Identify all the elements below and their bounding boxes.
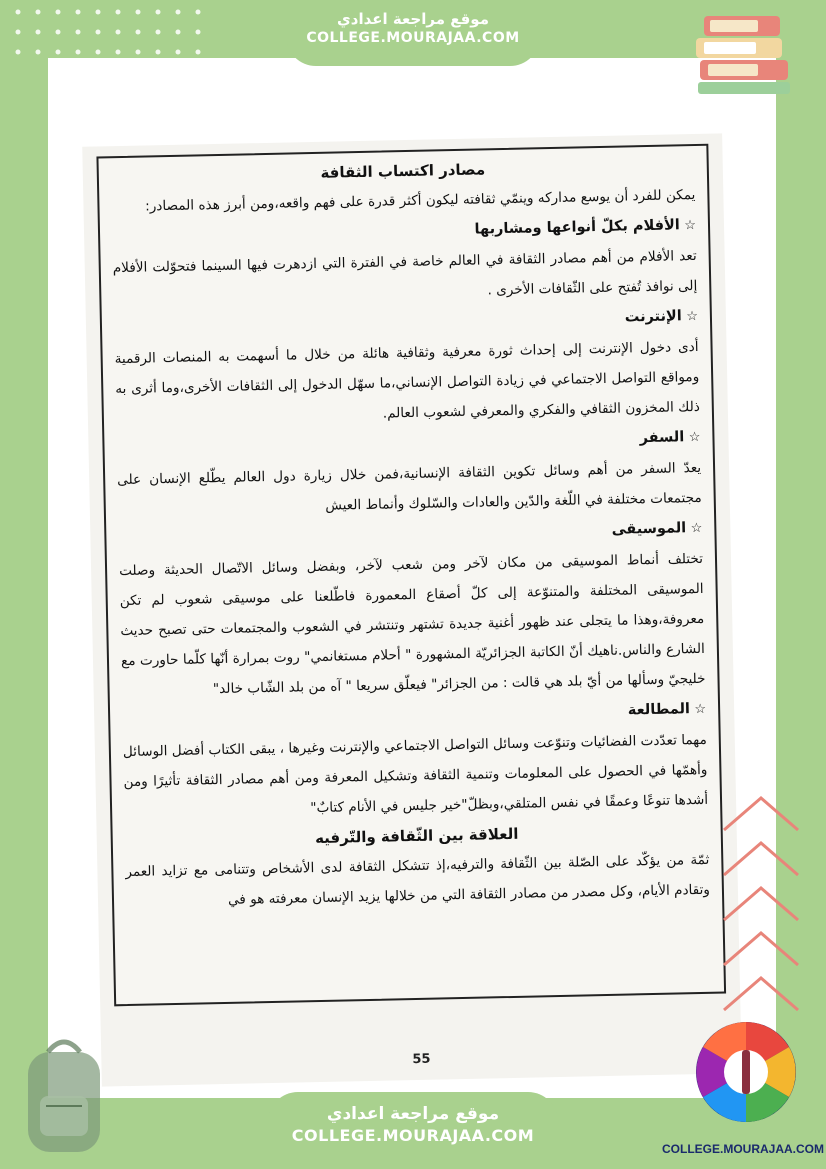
- section-body-music: تختلف أنماط الموسيقى من مكان لآخر ومن شعب لآخر، وبفضل وسائل الاتّصال الحديثة وصلت الموسيقى المختلفة والمتنوّعة إلى كلّ أصقاع المعمورة فاطّلعنا على موسيقى شعوب لم تكن معروفة،وهذا ما يتجلى عند ظهور أغنية جديدة تشتهر وتنتشر في الشعوب والمجتمعات حتى تصبح حديث الشارع والناس.ناهيك أنّ الكاتبة الجزائريّة المشهورة " أحلام مستغانمي" روت بمرارة أنّها كلّما حاورت مع خليجيّ وسألها من أيّ بلد هي قالت : من الجزائر" فيعلّق سريعا " آه من بلد الشّاب خالد": [118, 550, 706, 698]
- backpack-icon: [8, 1032, 118, 1162]
- bottom-watermark-url[interactable]: COLLEGE.MOURAJAA.COM: [291, 1126, 535, 1145]
- top-watermark-arabic: موقع مراجعة اعدادي: [337, 10, 489, 28]
- section-body-films: تعد الأفلام من أهم مصادر الثقافة في العالم خاصة في الفترة التي ازدهرت فيها السينما فتحوّلت الأفلام إلى نوافذ تُفتح على الثّقافات الأخرى .: [112, 247, 698, 299]
- section-heading-text: الإنترنت: [624, 308, 682, 326]
- section-body-internet: أدى دخول الإنترنت إلى إحداث ثورة معرفية وثقافية هائلة من خلال ما أسهمت به المنصات الرقمية ومواقع التواصل الاجتماعي في زيادة التواصل الإنساني،ما سهّل الدخول إلى الثقافات الأخرى،وما أثرى به ذلك المخزون الثقافي والفكري والمعرفي لشعوب العالم.: [114, 338, 700, 422]
- page-number: 55: [412, 1051, 431, 1068]
- section-heading-text: السفر: [639, 429, 685, 447]
- books-icon: [690, 8, 800, 98]
- dot-pattern-decoration: [8, 0, 228, 60]
- section-heading-text: الموسيقى: [611, 520, 687, 538]
- bottom-watermark-tab[interactable]: [268, 1092, 558, 1169]
- section-body-travel: يعدّ السفر من أهم وسائل تكوين الثقافة الإنسانية،فمن خلال زيارة دول العالم يطّلع الإنسان على مجتمعات مختلفة في اللّغة والدّين والعادات والسّلوك وأنماط العيش: [117, 459, 702, 514]
- second-paragraph: ثمّة من يؤكّد على الصّلة بين الثّقافة والترفيه،إذ تتشكل الثقافة لدى الأشخاص وتتنامى مع تزايد العمر وتقادم الأيام، وكل مصدر من مصادر الثقافة التي من خلالها يزيد الإنسان معرفته هو في: [125, 851, 711, 908]
- site-logo-icon: [694, 1020, 798, 1124]
- document-body: [98, 146, 722, 918]
- second-title: العلاقة بين الثّقافة والتّرفيه: [314, 824, 519, 848]
- section-body-reading: مهما تعدّدت الفضائيات وتنوّعت وسائل التواصل الاجتماعي والإنترنت وغيرها ، يبقى الكتاب أفضل الوسائل وأهمّها في الحصول على المعلومات وتنمية الثقافة وتشكيل المعرفة ومن أهم مصادر الثقافة تأثيرًا ومن أشدها تنوعًا وعمقًا في نفس المتلقي،وبظلّ"خير جليس في الأنام كتابٌ": [122, 731, 709, 817]
- section-heading-text: الأفلام بكلّ أنواعها ومشاربها: [474, 217, 680, 238]
- star-icon: ☆: [681, 308, 699, 325]
- chevron-decoration: [716, 790, 806, 1020]
- top-watermark-url[interactable]: COLLEGE.MOURAJAA.COM: [306, 30, 520, 46]
- logo-url[interactable]: COLLEGE.MOURAJAA.COM: [662, 1142, 824, 1156]
- section-heading-text: المطالعة: [627, 701, 691, 719]
- star-icon: ☆: [684, 429, 701, 446]
- top-watermark-tab[interactable]: [286, 0, 540, 66]
- star-icon: ☆: [686, 520, 703, 537]
- bottom-watermark-arabic: موقع مراجعة اعدادي: [326, 1104, 500, 1124]
- text-box: [96, 144, 726, 1007]
- intro-paragraph: يمكن للفرد أن يوسع مداركه وينمّي ثقافته ليكون أكثر قدرة على فهم واقعه،ومن أبرز هذه المصادر:: [144, 186, 696, 215]
- document-title: مصادر اكتساب الثقافة: [320, 160, 486, 182]
- scanned-page: [82, 133, 742, 1086]
- star-icon: ☆: [679, 217, 697, 234]
- star-icon: ☆: [689, 701, 707, 718]
